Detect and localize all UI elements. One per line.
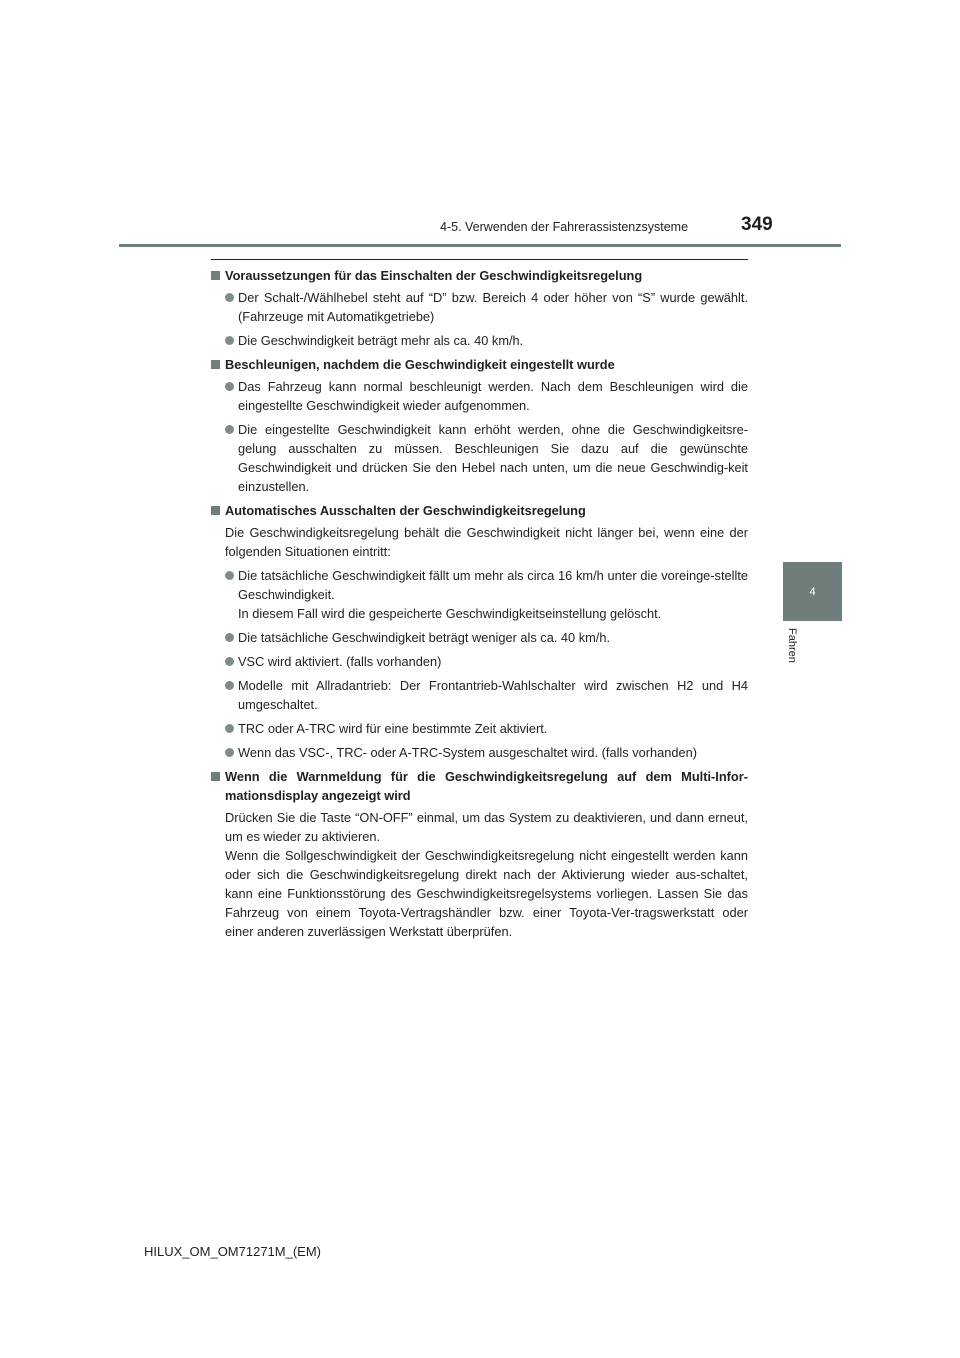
list-item [211, 377, 748, 415]
list-item-text: VSC wird aktiviert. (falls vorhanden) [238, 654, 442, 669]
header-section-title: 4-5. Verwenden der Fahrerassistenzsysteme [440, 220, 689, 234]
section-heading [211, 355, 748, 374]
list-item [211, 676, 748, 714]
square-bullet-icon [211, 772, 220, 781]
section-heading [211, 501, 748, 520]
section-intro: Die Geschwindigkeitsregelung behält die Geschwindigkeit nicht länger bei, wenn eine der folgenden Situationen eintritt: [225, 525, 748, 559]
footer-doc-code: HILUX_OM_OM71271M_(EM) [144, 1244, 321, 1259]
circle-bullet-icon [225, 571, 234, 580]
circle-bullet-icon [225, 681, 234, 690]
circle-bullet-icon [225, 425, 234, 434]
list-item-text: TRC oder A-TRC wird für eine bestimmte Zeit aktiviert. [238, 721, 548, 736]
list-item-text: Die Geschwindigkeit beträgt mehr als ca. 40 km/h. [238, 333, 524, 348]
section-requirements [211, 266, 748, 350]
list-item-text: Der Schalt-/Wählhebel steht auf “D” bzw. Bereich 4 oder höher von “S” wurde gewählt. (Fahrzeuge mit Automatikgetriebe) [238, 290, 748, 324]
list-item [211, 743, 748, 762]
circle-bullet-icon [225, 748, 234, 757]
section-heading-text: Voraussetzungen für das Einschalten der Geschwindigkeitsregelung [225, 268, 643, 283]
chapter-tab [783, 562, 842, 621]
list-item [211, 288, 748, 326]
square-bullet-icon [211, 506, 220, 515]
section-accelerating [211, 355, 748, 496]
content-top-divider [211, 259, 748, 260]
circle-bullet-icon [225, 382, 234, 391]
circle-bullet-icon [225, 293, 234, 302]
circle-bullet-icon [225, 657, 234, 666]
list-item [211, 652, 748, 671]
square-bullet-icon [211, 271, 220, 280]
section-heading-text: Automatisches Ausschalten der Geschwindigkeitsregelung [225, 503, 586, 518]
section-heading-text: Wenn die Warnmeldung für die Geschwindigkeitsregelung auf dem Multi-Infor-mationsdisplay angezeigt wird [225, 769, 748, 803]
list-item [211, 420, 748, 496]
section-warning-message [211, 767, 748, 941]
content-body [211, 266, 748, 946]
circle-bullet-icon [225, 724, 234, 733]
list-item [211, 628, 748, 647]
list-item [211, 331, 748, 350]
list-item-text: Die tatsächliche Geschwindigkeit fällt um mehr als circa 16 km/h unter die voreinge-stellte Geschwindigkeit. In diesem Fall wird die gespeicherte Geschwindigkeitseinstellung gelöscht. [238, 568, 748, 621]
square-bullet-icon [211, 360, 220, 369]
list-item [211, 719, 748, 738]
section-intro: Drücken Sie die Taste “ON-OFF” einmal, um das System zu deaktivieren, und dann erneut, um es wieder zu aktivieren. Wenn die Sollgeschwindigkeit der Geschwindigkeitsregelung nicht eingestellt werden kann oder sich die Geschwindigkeitsregelung direkt nach der Aktivierung wieder aus-schaltet, kann eine Funktionsstörung des Geschwindigkeitsregelsystems vorliegen. Lassen Sie das Fahrzeug von einem Toyota-Vertragshändler bzw. einer Toyota-Ver-tragswerkstatt oder einer anderen zuverlässigen Werkstatt überprüfen. [225, 810, 748, 939]
section-heading [211, 266, 748, 285]
chapter-label: Fahren [786, 628, 798, 663]
section-auto-cancel [211, 501, 748, 762]
circle-bullet-icon [225, 336, 234, 345]
circle-bullet-icon [225, 633, 234, 642]
list-item [211, 566, 748, 623]
list-item-text: Wenn das VSC-, TRC- oder A-TRC-System ausgeschaltet wird. (falls vorhanden) [238, 745, 697, 760]
list-item-text: Die tatsächliche Geschwindigkeit beträgt weniger als ca. 40 km/h. [238, 630, 611, 645]
list-item-text: Das Fahrzeug kann normal beschleunigt werden. Nach dem Beschleunigen wird die eingestellte Geschwindigkeit wieder aufgenommen. [238, 379, 748, 413]
list-item-text: Die eingestellte Geschwindigkeit kann erhöht werden, ohne die Geschwindigkeitsre-gelung ausschalten zu müssen. Beschleunigen Sie dazu auf die gewünschte Geschwindigkeit und drücken Sie den Hebel nach unten, um die neue Geschwindig-keit einzustellen. [238, 422, 748, 494]
list-item-text: Modelle mit Allradantrieb: Der Frontantrieb-Wahlschalter wird zwischen H2 und H4 umgeschaltet. [238, 678, 748, 712]
section-heading-text: Beschleunigen, nachdem die Geschwindigkeit eingestellt wurde [225, 357, 615, 372]
page-number: 349 [741, 214, 773, 235]
chapter-number: 4 [809, 585, 816, 598]
header-divider [119, 244, 841, 247]
section-heading [211, 767, 748, 805]
